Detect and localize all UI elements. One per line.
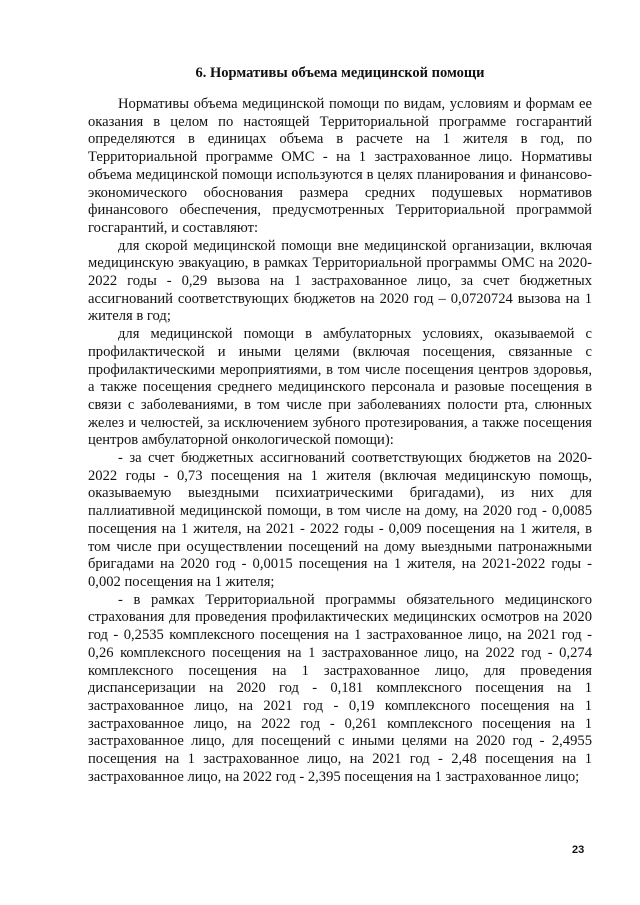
paragraph-oms-visits: - в рамках Территориальной программы обязательного медицинского страхования для проведения профилактических медицинских осмотров на 2020 год - 0,2535 комплексного посещения на 1 застрахованное лицо, на 2021 год - 0,26 комплексного посещения на 1 застрахованное лицо, на 2022 год - 0,274 комплексного посещения на 1 застрахованное лицо, для проведения диспансеризации на 2020 год - 0,181 комплексного посещения на 1 застрахованное лицо, на 2021 год - 0,19 комплексного посещения на 1 застрахованное лицо, на 2022 год - 0,261 комплексного посещения на 1 застрахованное лицо, для посещений с иными целями на 2020 год - 2,4955 посещения на 1 застрахованное лицо, на 2021 год - 2,48 посещения на 1 застрахованное лицо, на 2022 год - 2,395 посещения на 1 застрахованное лицо; [88, 591, 592, 785]
paragraph-emergency-care: для скорой медицинской помощи вне медицинской организации, включая медицинскую эвакуацию, в рамках Территориальной программы ОМС на 2020-2022 годы - 0,29 вызова на 1 застрахованное лицо, за счет бюджетных ассигнований соответствующих бюджетов на 2020 год – 0,0720724 вызова на 1 жителя в год; [88, 237, 592, 325]
page-number: 23 [572, 844, 585, 856]
paragraph-outpatient-care: для медицинской помощи в амбулаторных условиях, оказываемой с профилактической и иными целями (включая посещения, связанные с профилактическими мероприятиями, в том числе посещения центров здоровья, а также посещения среднего медицинского персонала и разовые посещения в связи с заболеваниями, в том числе при заболеваниях полости рта, слюнных желез и челюстей, за исключением зубного протезирования, а также посещения центров амбулаторной онкологической помощи): [88, 326, 592, 449]
document-body [88, 96, 592, 786]
paragraph-intro: Нормативы объема медицинской помощи по видам, условиям и формам ее оказания в целом по настоящей Территориальной программе госгарантий определяются в единицах объема в расчете на 1 жителя в год, по Территориальной программе ОМС - на 1 застрахованное лицо. Нормативы объема медицинской помощи используются в целях планирования и финансово-экономического обоснования размера средних подушевых нормативов финансового обеспечения, предусмотренных Территориальной программой госгарантий, и составляют: [88, 96, 592, 236]
paragraph-budget-visits: - за счет бюджетных ассигнований соответствующих бюджетов на 2020-2022 годы - 0,73 посещения на 1 жителя (включая медицинскую помощь, оказываемую выездными психиатрическими бригадами), из них для паллиативной медицинской помощи, в том числе на дому, на 2020 год - 0,0085 посещения на 1 жителя, на 2021 - 2022 годы - 0,009 посещения на 1 жителя, в том числе при осуществлении посещений на дому выездными патронажными бригадами на 2020 год - 0,0015 посещения на 1 жителя, на 2021-2022 годы - 0,002 посещения на 1 жителя; [88, 450, 592, 590]
section-heading: 6. Нормативы объема медицинской помощи [195, 65, 485, 81]
